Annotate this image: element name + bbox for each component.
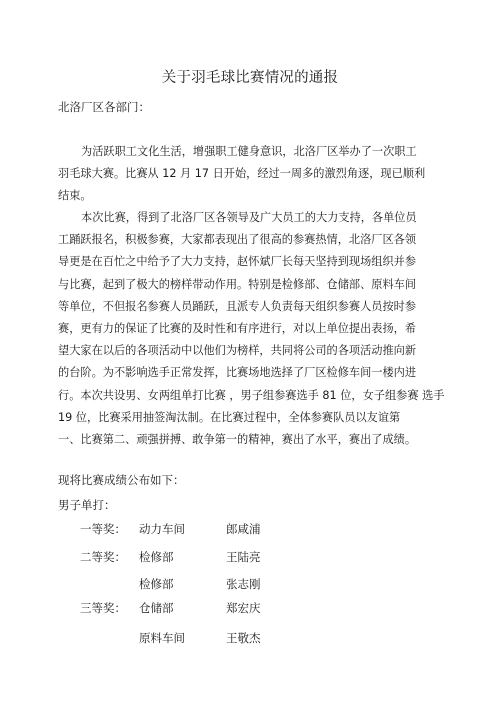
award-winner: 郎咸浦 <box>226 522 261 536</box>
paragraph-line: 结束。 <box>58 189 92 203</box>
paragraph-1 <box>58 141 448 208</box>
award-level: 二等奖： <box>80 550 126 564</box>
award-department: 动力车间 <box>139 522 185 536</box>
paragraph-line: 工踊跃报名，积极参赛，大家都表现出了很高的参赛热情，北洛厂区各领 <box>58 233 417 247</box>
paragraph-line: 赛，更有力的保证了比赛的及时性和有序进行，对以上单位提出表扬，希 <box>58 322 417 336</box>
paragraph-line: 与比赛，起到了极大的榜样带动作用。特别是检修部、仓储部、原料车间 <box>58 277 417 291</box>
award-department: 检修部 <box>139 577 174 591</box>
award-winner: 张志刚 <box>226 577 261 591</box>
paragraph-line: 行。本次共设男、女两组单打比赛 ，男子组参赛选手 81 位，女子组参赛 选手 <box>58 388 445 402</box>
award-department: 原料车间 <box>139 631 185 645</box>
paragraph-line: 导更是在百忙之中给予了大力支持，赵怀斌厂长每天坚持到现场组织并参 <box>58 255 417 269</box>
paragraph-line: 一、比赛第二、顽强拼搏、敢争第一的精神，赛出了水平，赛出了成绩。 <box>58 433 417 447</box>
salutation: 北洛厂区各部门： <box>58 100 150 114</box>
paragraph-2 <box>58 207 448 451</box>
award-winner: 王敬杰 <box>226 631 261 645</box>
award-level: 三等奖： <box>80 601 126 615</box>
document-title: 关于羽毛球比赛情况的通报 <box>161 70 339 86</box>
award-department: 仓储部 <box>139 601 174 615</box>
mens-singles-heading: 男子单打： <box>58 498 116 512</box>
paragraph-line: 本次比赛，得到了北洛厂区各领导及广大员工的大力支持，各单位员 <box>81 211 417 224</box>
results-intro: 现将比赛成绩公布如下： <box>58 473 185 487</box>
paragraph-line: 等单位，不但报名参赛人员踊跃，且派专人负责每天组织参赛人员按时参 <box>58 299 417 313</box>
award-winner: 王陆亮 <box>226 550 261 564</box>
award-winner: 郑宏庆 <box>226 601 261 615</box>
award-level: 一等奖： <box>80 522 126 536</box>
paragraph-line: 羽毛球大赛。比赛从 12 月 17 日开始，经过一周多的激烈角逐，现已顺利 <box>58 167 426 181</box>
paragraph-line: 19 位，比赛采用抽签淘汰制。在比赛过程中，全体参赛队员以友谊第 <box>58 410 401 424</box>
paragraph-line: 望大家在以后的各项活动中以他们为榜样，共同将公司的各项活动推向新 <box>58 344 417 358</box>
paragraph-line: 的台阶。为不影响选手正常发挥，比赛场地选择了厂区检修车间一楼内进 <box>58 366 417 380</box>
award-department: 检修部 <box>139 550 174 564</box>
paragraph-line: 为活跃职工文化生活，增强职工健身意识，北洛厂区举办了一次职工 <box>81 145 417 158</box>
